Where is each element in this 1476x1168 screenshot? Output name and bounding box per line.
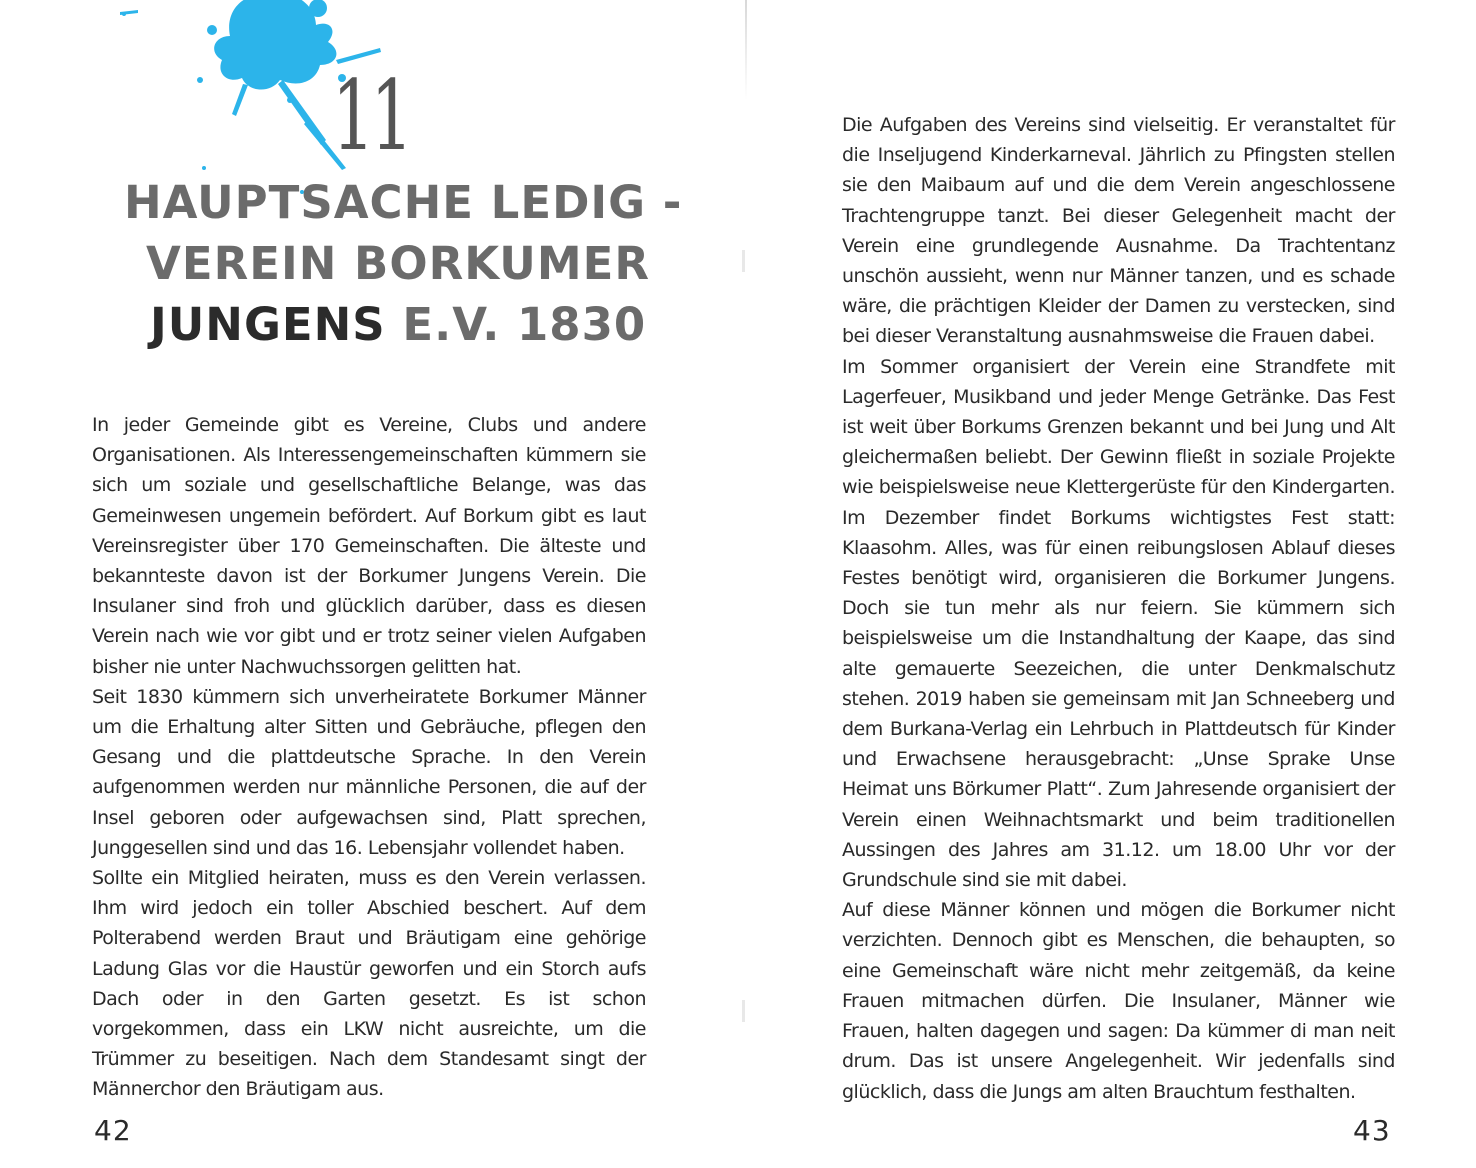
paragraph: Sollte ein Mitglied heiraten, muss es den Verein verlassen. Ihm wird jedoch ein toller Abschied beschert. Auf dem Polterabend werden Braut und Bräutigam eine gehörige Ladung Glas vor die Haustür geworfen und ein Storch aufs Dach oder in den Garten gesetzt. Es ist schon vorgekommen, dass ein LKW nicht ausreichte, um die Trümmer zu beseitigen. Nach dem Standesamt singt der Männerchor den Bräutigam aus. (92, 867, 646, 1101)
title-line-2-light: VEREIN BORKUMER (146, 237, 651, 290)
page-number-right: 43 (1353, 1114, 1391, 1147)
title-line-1 (124, 172, 684, 233)
left-body-text (92, 410, 646, 1105)
paragraph: In jeder Gemeinde gibt es Vereine, Clubs und andere Organisationen. Als Interessengemeinschaften kümmern sie sich um soziale und gesellschaftliche Belange, was das Gemeinwesen ungemein befördert. Auf Borkum gibt es laut Vereinsregister über 170 Gemeinschaften. Die älteste und bekannteste davon ist der Borkumer Jungens Verein. Die Insulaner sind froh und glücklich darüber, dass es diesen Verein nach wie vor gibt und er trotz seiner vielen Aufgaben bisher nie unter Nachwuchssorgen gelitten hat. (92, 414, 646, 678)
paragraph: Seit 1830 kümmern sich unverheiratete Borkumer Männer um die Erhaltung alter Sitten und Gebräuche, pflegen den Gesang und die plattdeutsche Sprache. In den Verein aufgenommen werden nur männliche Personen, die auf der Insel geboren oder aufgewachsen sind, Platt sprechen, Junggesellen sind und das 16. Lebensjahr vollendet haben. (92, 685, 646, 859)
chapter-title (124, 172, 684, 355)
chapter-number: 11 (332, 60, 410, 172)
paragraph: Die Aufgaben des Vereins sind vielseitig. Er veranstaltet für die Inseljugend Kinderkarneval. Jährlich zu Pfingsten stellen sie den Maibaum auf und die dem Verein angeschlossene Trachtengruppe tanzt. Bei dieser Gelegenheit macht der Verein eine grundlegende Ausnahme. Da Trachtentanz unschön aussieht, wenn nur Männer tanzen, und es schade wäre, die prächtigen Kleider der Damen zu verstecken, sind bei dieser Veranstaltung ausnahmsweise die Frauen dabei. (842, 114, 1395, 348)
paragraph: Im Sommer organisiert der Verein eine Strandfete mit Lagerfeuer, Musikband und jeder Menge Getränke. Das Fest ist weit über Borkums Grenzen bekannt und bei Jung und Alt gleichermaßen beliebt. Der Gewinn fließt in soziale Projekte wie beispielsweise neue Klettergerüste für den Kindergarten. Im Dezember findet Borkums wichtigstes Fest statt: Klaasohm. Alles, was für einen reibungslosen Ablauf dieses Festes benötigt wird, organisieren die Borkumer Jungens. Doch sie tun mehr als nur feiern. Sie kümmern sich beispielsweise um die Instandhaltung der Kaape, das sind alte gemauerte Seezeichen, die unter Denkmalschutz stehen. 2019 haben sie gemeinsam mit Jan Schneeberg und dem Burkana-Verlag ein Lehrbuch in Plattdeutsch für Kinder und Erwachsene herausgebracht: „Unse Sprake Unse Heimat uns Börkumer Platt“. Zum Jahresende organisiert der Verein einen Weihnachtsmarkt und beim traditionellen Aussingen des Jahres am 31.12. um 18.00 Uhr vor der Grundschule sind sie mit dabei. (842, 355, 1395, 892)
title-line-3-light: E.V. 1830 (385, 298, 647, 351)
right-page (745, 0, 1476, 1168)
title-line-2 (124, 233, 684, 294)
paragraph: Auf diese Männer können und mögen die Borkumer nicht verzichten. Dennoch gibt es Menschen, die behaupten, so eine Gemeinschaft wäre nicht mehr zeitgemäß, da keine Frauen mitmachen dürfen. Die Insulaner, Männer wie Frauen, halten dagegen und sagen: Da kümmer di man neit drum. Das ist unsere Angelegenheit. Wir jedenfalls sind glücklich, dass die Jungs am alten Brauchtum festhalten. (842, 899, 1395, 1103)
title-line-3 (124, 294, 684, 355)
page-number-left: 42 (94, 1114, 132, 1147)
right-body-text (842, 110, 1395, 1107)
title-line-1-light: HAUPTSACHE LEDIG - (124, 176, 683, 229)
title-line-3-dark: JUNGENS (150, 298, 386, 351)
